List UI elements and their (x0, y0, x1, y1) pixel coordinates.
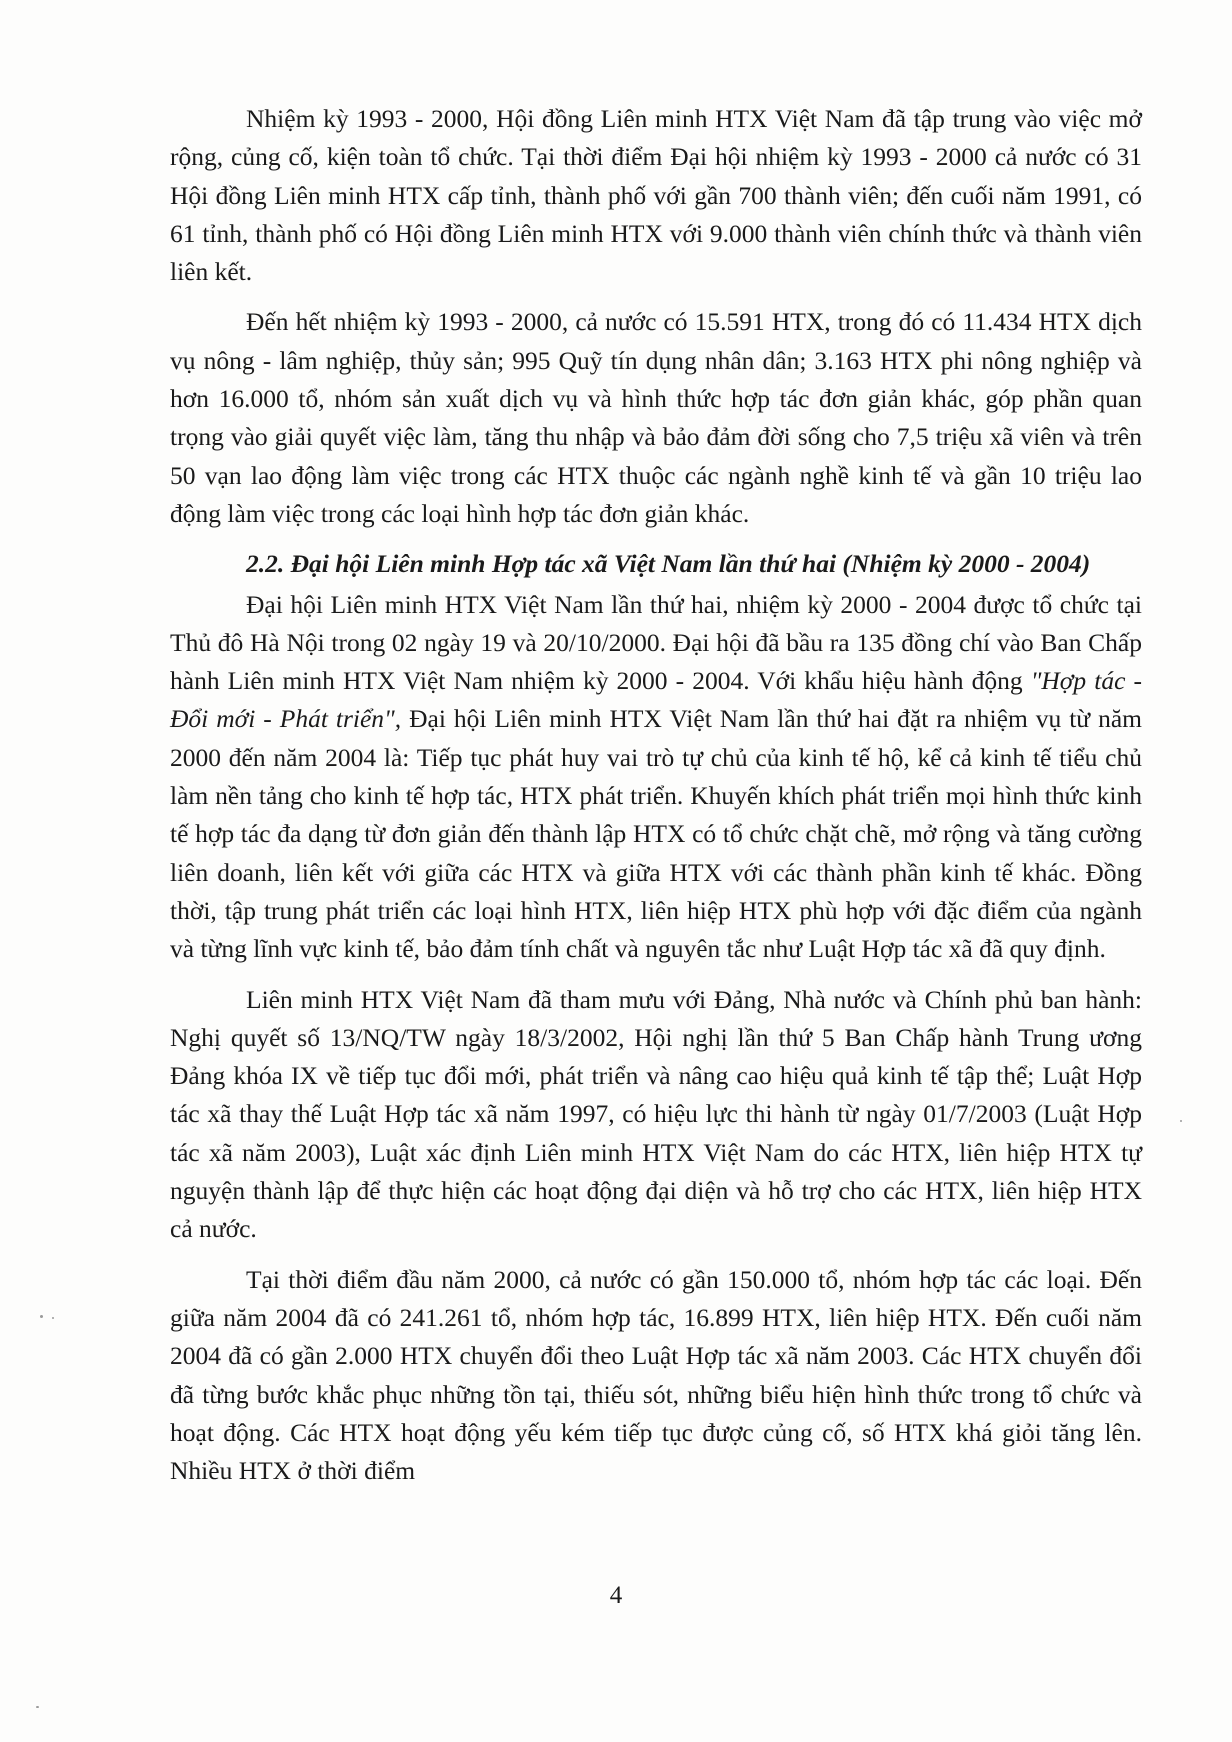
paragraph-end-of-term-statistics: Đến hết nhiệm kỳ 1993 - 2000, cả nước có 15.591 HTX, trong đó có 11.434 HTX dịch vụ nông - lâm nghiệp, thủy sản; 995 Quỹ tín dụng nhân dân; 3.163 HTX phi nông nghiệp và hơn 16.000 tổ, nhóm sản xuất dịch vụ và hình thức hợp tác đơn giản khác, góp phần quan trọng vào giải quyết việc làm, tăng thu nhập và bảo đảm đời sống cho 7,5 triệu xã viên và trên 50 vạn lao động làm việc trong các HTX thuộc các ngành nghề kinh tế và gần 10 triệu lao động làm việc trong các loại hình hợp tác đơn giản khác. (170, 307, 1142, 528)
paragraph-2000-2004-statistics: Tại thời điểm đầu năm 2000, cả nước có gần 150.000 tổ, nhóm hợp tác các loại. Đến giữa năm 2004 đã có 241.261 tổ, nhóm hợp tác, 16.899 HTX, liên hiệp HTX. Đến cuối năm 2004 đã có gần 2.000 HTX chuyển đổi theo Luật Hợp tác xã năm 2003. Các HTX chuyển đổi đã từng bước khắc phục những tồn tại, thiếu sót, những biểu hiện hình thức trong tổ chức và hoạt động. Các HTX hoạt động yếu kém tiếp tục được củng cố, số HTX khá giỏi tăng lên. Nhiều HTX ở thời điểm (170, 1264, 1142, 1486)
page-number: 4 (609, 1582, 623, 1609)
scan-speck (36, 1706, 39, 1708)
scan-speck (40, 1315, 43, 1318)
scan-speck (1180, 1120, 1182, 1122)
section-heading-2-2: 2.2. Đại hội Liên minh Hợp tác xã Việt Nam lần thứ hai (Nhiệm kỳ 2000 - 2004) (246, 549, 1091, 579)
scan-speck (52, 1317, 54, 1319)
paragraph-resolutions-and-law: Liên minh HTX Việt Nam đã tham mưu với Đảng, Nhà nước và Chính phủ ban hành: Nghị quyết số 13/NQ/TW ngày 18/3/2002, Hội nghị lần thứ 5 Ban Chấp hành Trung ương Đảng khóa IX về tiếp tục đổi mới, phát triển và nâng cao hiệu quả kinh tế tập thể; Luật Hợp tác xã thay thế Luật Hợp tác xã năm 1997, có hiệu lực thi hành từ ngày 01/7/2003 (Luật Hợp tác xã năm 2003), Luật xác định Liên minh HTX Việt Nam do các HTX, liên hiệp HTX tự nguyện thành lập để thực hiện các hoạt động đại diện và hỗ trợ cho các HTX, liên hiệp HTX cả nước. (170, 984, 1142, 1244)
paragraph-term-1993-2000: Nhiệm kỳ 1993 - 2000, Hội đồng Liên minh HTX Việt Nam đã tập trung vào việc mở rộng, củng cố, kiện toàn tổ chức. Tại thời điểm Đại hội nhiệm kỳ 1993 - 2000 cả nước có 31 Hội đồng Liên minh HTX cấp tỉnh, thành phố với gần 700 thành viên; đến cuối năm 1991, có 61 tỉnh, thành phố có Hội đồng Liên minh HTX với 9.000 thành viên chính thức và thành viên liên kết. (170, 104, 1142, 287)
paragraph-second-congress-intro: Đại hội Liên minh HTX Việt Nam lần thứ hai, nhiệm kỳ 2000 - 2004 được tổ chức tại Thủ đô Hà Nội trong 02 ngày 19 và 20/10/2000. Đại hội đã bầu ra 135 đồng chí vào Ban Chấp hành Liên minh HTX Việt Nam nhiệm kỳ 2000 - 2004. Với khẩu hiệu hành động (170, 589, 1142, 696)
paragraph-second-congress (170, 586, 1142, 969)
document-body (170, 100, 1142, 1502)
congress-slogan: "Hợp tác - Đổi mới - Phát triển", (170, 666, 1142, 734)
paragraph-second-congress-tasks: Đại hội Liên minh HTX Việt Nam lần thứ hai đặt ra nhiệm vụ từ năm 2000 đến năm 2004 là: Tiếp tục phát huy vai trò tự chủ của kinh tế hộ, kể cả kinh tế tiểu chủ làm nền tảng cho kinh tế hợp tác, HTX phát triển. Khuyến khích phát triển mọi hình thức kinh tế hợp tác đa dạng từ đơn giản đến thành lập HTX có tổ chức chặt chẽ, mở rộng và tăng cường liên doanh, liên kết với giữa các HTX và giữa HTX với các thành phần kinh tế khác. Đồng thời, tập trung phát triển các loại hình HTX, liên hiệp HTX phù hợp với đặc điểm của ngành và từng lĩnh vực kinh tế, bảo đảm tính chất và nguyên tắc như Luật Hợp tác xã đã quy định. (170, 704, 1142, 964)
